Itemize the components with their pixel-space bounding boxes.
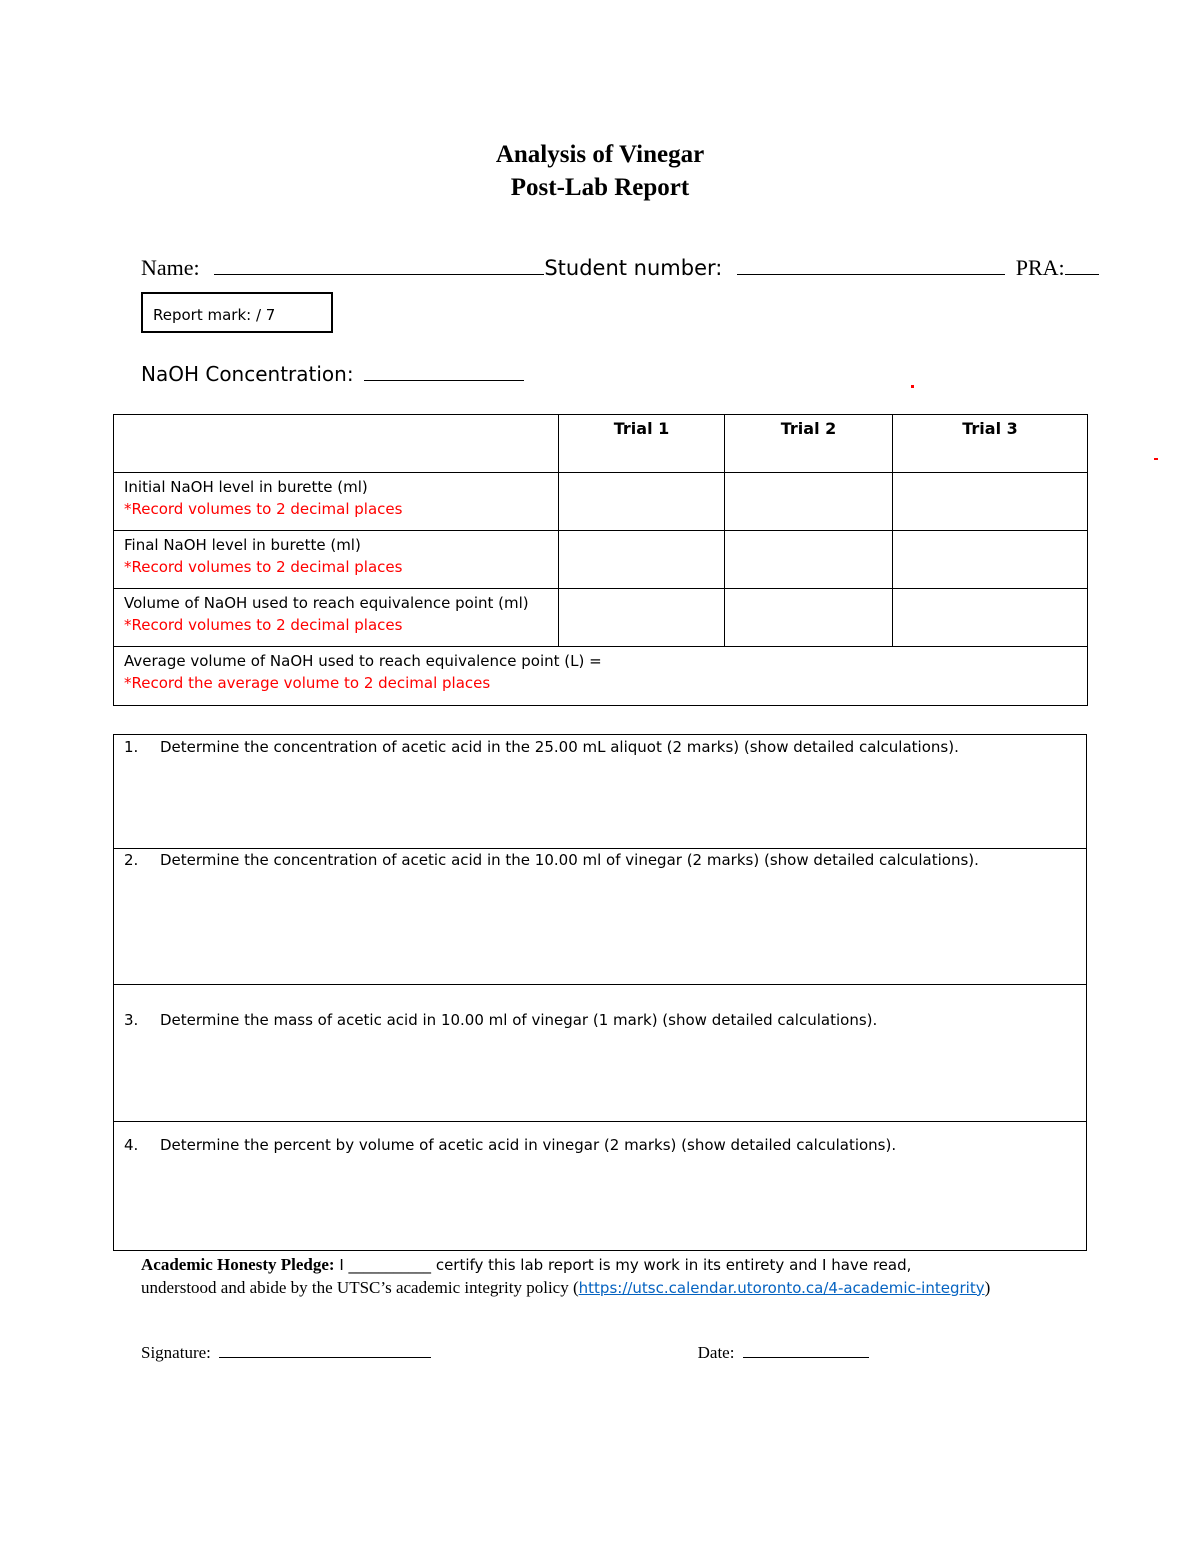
table-row (114, 531, 1088, 589)
academic-honesty-pledge (141, 1254, 1041, 1299)
question-text: Determine the percent by volume of acetic acid in vinegar (2 marks) (show detailed calculations). (160, 1136, 897, 1154)
pledge-close: ) (984, 1277, 991, 1297)
header-trial-2: Trial 2 (725, 415, 893, 473)
table-row (114, 589, 1088, 647)
question-text: Determine the concentration of acetic acid in the 10.00 ml of vinegar (2 marks) (show detailed calculations). (160, 851, 979, 869)
student-info-line (141, 255, 1099, 281)
average-label: Average volume of NaOH used to reach equivalence point (L) = (124, 652, 602, 670)
trial-1-cell[interactable] (559, 473, 725, 531)
signature-field[interactable] (219, 1357, 431, 1358)
average-cell[interactable] (114, 647, 1088, 706)
question-number: 4. (124, 1136, 139, 1154)
trial-3-cell[interactable] (893, 531, 1088, 589)
question-row (114, 985, 1087, 1122)
question-text: Determine the mass of acetic acid in 10.00 ml of vinegar (1 mark) (show detailed calculations). (160, 1011, 878, 1029)
date-label: Date: (697, 1343, 735, 1362)
trial-3-cell[interactable] (893, 473, 1088, 531)
naoh-concentration-field[interactable] (364, 380, 524, 381)
average-row (114, 647, 1088, 706)
trial-3-cell[interactable] (893, 589, 1088, 647)
question-row (114, 1122, 1087, 1251)
questions-table (113, 734, 1087, 1251)
trial-1-cell[interactable] (559, 589, 725, 647)
pra-label: PRA: (1015, 255, 1065, 280)
row-note: *Record volumes to 2 decimal places (124, 616, 403, 634)
row-note: *Record volumes to 2 decimal places (124, 500, 403, 518)
pledge-text-2: understood and abide by the UTSC’s academic integrity policy ( (141, 1277, 579, 1297)
table-header-row (114, 415, 1088, 473)
question-cell[interactable] (114, 985, 1087, 1122)
document-title: Analysis of Vinegar (495, 141, 705, 168)
trial-1-cell[interactable] (559, 531, 725, 589)
row-label: Initial NaOH level in burette (ml) (124, 478, 368, 496)
trial-2-cell[interactable] (725, 589, 893, 647)
question-number: 1. (124, 738, 139, 756)
document-subtitle: Post-Lab Report (510, 174, 690, 201)
signature-row (141, 1343, 901, 1363)
red-mark (911, 385, 914, 388)
date-field[interactable] (743, 1357, 869, 1358)
question-row (114, 849, 1087, 985)
report-mark-box: Report mark: / 7 (141, 292, 333, 333)
row-label: Final NaOH level in burette (ml) (124, 536, 361, 554)
student-number-field[interactable] (737, 274, 1005, 275)
name-label: Name: (141, 255, 200, 280)
pledge-text-1: I ___________ certify this lab report is my work in its entirety and I have read, (339, 1256, 912, 1274)
row-label-cell (114, 589, 559, 647)
question-cell[interactable] (114, 1122, 1087, 1251)
question-cell[interactable] (114, 735, 1087, 849)
signature-label: Signature: (141, 1343, 211, 1362)
titration-data-table (113, 414, 1088, 706)
question-number: 2. (124, 851, 139, 869)
pledge-label: Academic Honesty Pledge: (141, 1255, 335, 1274)
row-label: Volume of NaOH used to reach equivalence point (ml) (124, 594, 529, 612)
student-number-label: Student number: (544, 256, 723, 280)
header-trial-3: Trial 3 (893, 415, 1088, 473)
pra-field[interactable] (1065, 274, 1099, 275)
question-text: Determine the concentration of acetic acid in the 25.00 mL aliquot (2 marks) (show detailed calculations). (160, 738, 959, 756)
naoh-concentration-line (141, 362, 524, 386)
row-label-cell (114, 531, 559, 589)
integrity-policy-link[interactable]: https://utsc.calendar.utoronto.ca/4-academic-integrity (578, 1278, 985, 1297)
row-note: *Record volumes to 2 decimal places (124, 558, 403, 576)
trial-2-cell[interactable] (725, 473, 893, 531)
row-label-cell (114, 473, 559, 531)
red-mark (1154, 458, 1158, 460)
naoh-concentration-label: NaOH Concentration: (141, 362, 354, 386)
header-trial-1: Trial 1 (559, 415, 725, 473)
average-note: *Record the average volume to 2 decimal places (124, 674, 491, 692)
question-number: 3. (124, 1011, 139, 1029)
trial-2-cell[interactable] (725, 531, 893, 589)
table-row (114, 473, 1088, 531)
question-cell[interactable] (114, 849, 1087, 985)
name-field[interactable] (214, 274, 544, 275)
header-cell (114, 415, 559, 473)
question-row (114, 735, 1087, 849)
